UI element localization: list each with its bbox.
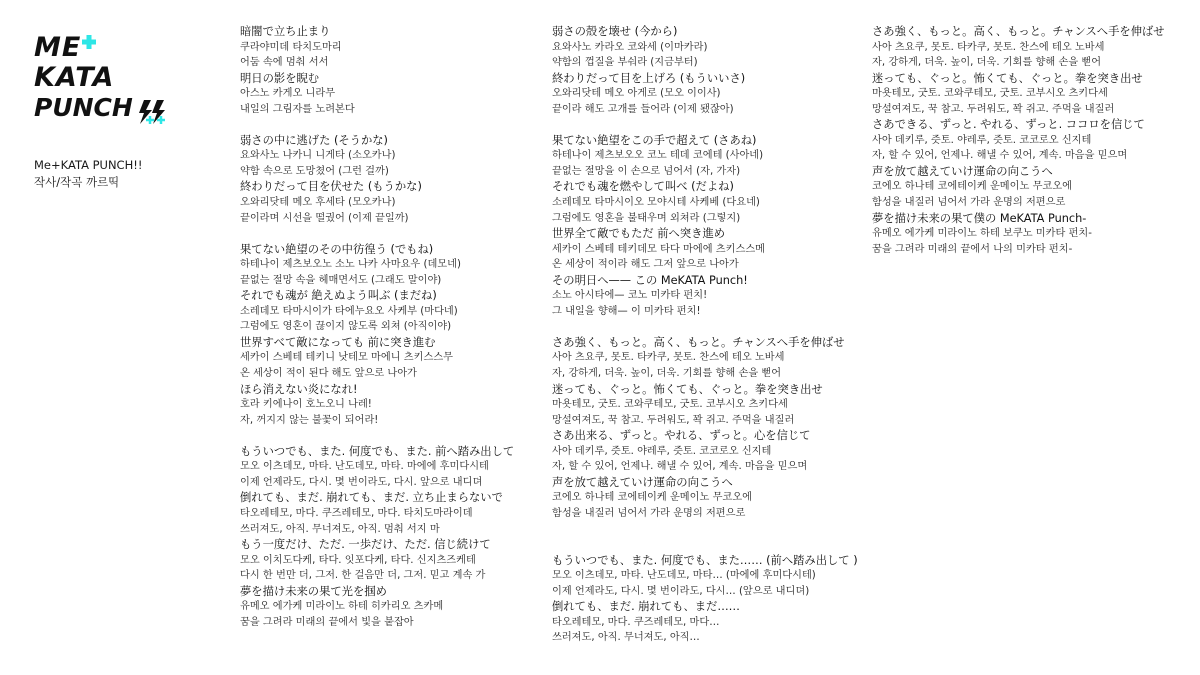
lyric-line-korean: 자, 강하게, 더욱. 높이, 더욱. 기회를 향해 손을 뻗어 xyxy=(872,57,1102,69)
lyric-line-korean: 소레데모 타마시이가 타에누요오 사케부 (마다네) xyxy=(240,305,458,317)
lyric-line-korean: 약함 속으로 도망쳤어 (그런 걸까) xyxy=(240,165,389,177)
lyric-line-korean: 끝이라 해도 고개를 들어라 (이제 됐잖아) xyxy=(552,103,734,115)
lyric-line-korean: 요와사노 카라오 코와세 (이마카라) xyxy=(552,41,708,53)
lyric-line-korean: 아스노 카게오 니라무 xyxy=(240,88,336,100)
lyric-line-korean: 소노 아시타에— 코노 미카타 펀치! xyxy=(552,290,708,302)
lyrics-column-3 xyxy=(872,24,1192,257)
lyric-line-korean: 자, 강하게, 더욱. 높이, 더욱. 기회를 향해 손을 뻗어 xyxy=(552,368,782,380)
lyric-line-japanese: 夢を描け未来の果て光を掴め xyxy=(240,584,387,598)
lyric-line-japanese: 倒れても、まだ. 崩れても、まだ…… xyxy=(552,600,740,614)
lyric-line-korean: 하테나이 제츠보오오 코노 테데 코에테 (사아네) xyxy=(552,150,764,162)
lyric-line-japanese: 弱さの中に逃げた (そうかな) xyxy=(240,133,388,147)
lyric-line-korean: 어둠 속에 멈춰 서서 xyxy=(240,57,329,69)
lyric-line-korean: 꿈을 그려라 미래의 끝에서 빛을 붙잡아 xyxy=(240,616,414,628)
lyric-line-japanese: 果てない絶望をこの手で超えて (さあね) xyxy=(552,133,757,147)
logo-row-2: KATA xyxy=(34,62,115,93)
lyric-line-japanese: もう一度だけ、ただ. 一歩だけ、ただ. 信じ続けて xyxy=(240,538,491,552)
lyric-line-japanese: さあ強く、もっと。高く、もっと。チャンスへ手を伸ばせ xyxy=(872,25,1165,38)
lyric-line-korean: 끝없는 절망을 이 손으로 넘어서 (자, 가자) xyxy=(552,165,741,177)
plus-icon xyxy=(82,35,96,49)
lyric-line-korean: 쓰러져도, 아직. 무너져도, 아직. 멈춰 서지 마 xyxy=(240,523,440,535)
lyric-line-japanese: それでも魂を燃やして叫べ (だよね) xyxy=(552,180,734,194)
lyric-line-japanese: 迷っても、ぐっと。怖くても、ぐっと。拳を突き出せ xyxy=(552,382,823,396)
lyric-line-korean: 모오 이츠데모, 마타. 난도데모, 마타. 마에에 후미다시테 xyxy=(240,461,489,473)
lyric-line-korean: 내일의 그림자를 노려본다 xyxy=(240,103,355,115)
lyric-line-korean: 타오레테모, 마다. 쿠즈레테모, 마다. 타치도마라이데 xyxy=(240,507,473,519)
lyric-line-korean: 망설여져도, 꾹 참고. 두려워도, 꽉 쥐고. 주먹을 내질러 xyxy=(872,103,1115,115)
lyric-line-korean: 끝없는 절망 속을 헤매면서도 (그래도 말이야) xyxy=(240,274,442,286)
stanza-gap xyxy=(240,117,530,133)
lyric-line-korean: 쓰러져도, 아직. 무너져도, 아직… xyxy=(552,632,700,644)
lyric-line-japanese: さあ出来る、ずっと。やれる、ずっと。心を信じて xyxy=(552,429,811,443)
lyric-line-japanese: それでも魂が 絶えぬよう叫ぶ (まだね) xyxy=(240,289,437,303)
lyric-line-japanese: 声を放て越えていけ運命の向こうへ xyxy=(872,164,1053,178)
lyrics-column-1 xyxy=(240,24,530,630)
lyric-line-japanese: 終わりだって目を上げろ (もういいさ) xyxy=(552,71,746,85)
stanza-gap xyxy=(240,226,530,242)
lyric-line-japanese: 世界全て敵でもただ 前へ突き進め xyxy=(552,227,726,241)
logo-row-1: ME xyxy=(34,32,82,63)
lyric-line-korean: 약함의 껍질을 부숴라 (지금부터) xyxy=(552,57,698,69)
lyric-line-korean: 오와리닷테 메오 아게로 (모오 이이사) xyxy=(552,88,721,100)
song-title: Me+KATA PUNCH!! xyxy=(34,158,143,172)
lyric-line-korean: 사아 츠요쿠, 못토. 타카쿠, 못토. 찬스에 테오 노바세 xyxy=(552,352,785,364)
lyric-line-korean: 사아 츠요쿠, 못토. 타카쿠, 못토. 찬스에 테오 노바세 xyxy=(872,41,1105,53)
lyric-line-korean: 모오 이츠데모, 마타. 난도데모, 마타… (마에에 후미다시테) xyxy=(552,570,816,582)
song-meta xyxy=(34,157,142,191)
lyric-line-japanese: 迷っても、ぐっと。怖くても、ぐっと。拳を突き出せ xyxy=(872,71,1143,85)
lyric-line-korean: 그럼에도 영혼이 끊이지 않도록 외쳐 (아직이야) xyxy=(240,321,452,333)
lyric-line-japanese: その明日へ—— この MeKATA Punch! xyxy=(552,273,748,287)
lyric-line-korean: 사아 데키루, 즛토. 야레루, 즛토. 코코로오 신지테 xyxy=(872,134,1092,146)
lyric-line-korean: 하테나이 제츠보오노 소노 나카 사마요우 (데모네) xyxy=(240,259,461,271)
lyric-line-japanese: 弱さの殻を壊せ (今から) xyxy=(552,25,678,38)
lyric-line-japanese: 世界すべて敵になっても 前に突き進む xyxy=(240,335,436,349)
lyric-line-korean: 온 세상이 적이 된다 해도 앞으로 나아가 xyxy=(240,368,417,380)
lyric-line-korean: 온 세상이 적이라 해도 그저 앞으로 나아가 xyxy=(552,259,739,271)
stanza-gap xyxy=(240,428,530,444)
lyric-line-japanese: さあ強く、もっと。高く、もっと。チャンスへ手を伸ばせ xyxy=(552,335,845,349)
lyric-line-korean: 요와사노 나카니 니게타 (소오카나) xyxy=(240,150,396,162)
lyric-line-japanese: 暗闇で立ち止まり xyxy=(240,25,331,38)
lyric-line-korean: 이제 언제라도, 다시. 몇 번이라도, 다시… (앞으로 내디뎌) xyxy=(552,585,810,597)
lyric-line-korean: 끝이라며 시선을 떨궜어 (이제 끝일까) xyxy=(240,212,409,224)
lyric-line-japanese: 夢を描け未来の果て僕の MeKATA Punch- xyxy=(872,211,1087,225)
lyric-line-korean: 모오 이치도다케, 타다. 잇포다케, 타다. 신지츠즈케테 xyxy=(240,554,476,566)
lyric-line-japanese: 終わりだって目を伏せた (もうかな) xyxy=(240,180,422,194)
lyric-line-korean: 자, 꺼지지 않는 불꽃이 되어라! xyxy=(240,414,379,426)
lyric-line-korean: 세카이 스베테 테키니 낫테모 마에니 츠키스스무 xyxy=(240,352,454,364)
lyric-line-korean: 코에오 하나테 코에테이케 운메이노 무코오에 xyxy=(552,492,752,504)
lyric-line-korean: 세카이 스베테 테키데모 타다 마에에 츠키스스메 xyxy=(552,243,766,255)
song-credit: 작사/작곡 까르띡 xyxy=(34,175,120,189)
song-logo xyxy=(34,30,174,126)
lyric-line-japanese: さあできる、ずっと. やれる、ずっと. ココロを信じて xyxy=(872,118,1145,132)
lyric-line-korean: 마욧테모, 굿토. 코와쿠테모, 굿토. 코부시오 츠키다세 xyxy=(872,88,1108,100)
lyric-line-korean: 쿠라야미데 타치도마리 xyxy=(240,41,342,53)
lyric-line-korean: 그럼에도 영혼을 불태우며 외쳐라 (그렇지) xyxy=(552,212,741,224)
lyric-line-korean: 자, 할 수 있어, 언제나. 해낼 수 있어, 계속. 마음을 믿으며 xyxy=(552,461,808,473)
lyrics-column-2 xyxy=(552,24,858,646)
stanza-gap xyxy=(552,537,852,553)
lyric-line-japanese: 果てない絶望のその中彷徨う (でもね) xyxy=(240,242,434,256)
lyric-line-korean: 사아 데키루, 즛토. 야레루, 즛토. 코코로오 신지테 xyxy=(552,445,772,457)
lyric-line-korean: 이제 언제라도, 다시. 몇 번이라도, 다시. 앞으로 내디뎌 xyxy=(240,476,483,488)
logo-row-3: PUNCH xyxy=(34,93,133,122)
lyric-line-korean: 마욧테모, 굿토. 코와쿠테모, 굿토. 코부시오 츠키다세 xyxy=(552,399,788,411)
lyric-line-korean: 함성을 내질러 넘어서 가라 운명의 저편으로 xyxy=(872,197,1066,209)
lyric-line-japanese: ほら消えない炎になれ! xyxy=(240,382,358,396)
lyric-line-korean: 함성을 내질러 넘어서 가라 운명의 저편으로 xyxy=(552,507,746,519)
lyric-line-korean: 꿈을 그려라 미래의 끝에서 나의 미카타 펀치- xyxy=(872,243,1073,255)
lyric-line-japanese: 倒れても、まだ. 崩れても、まだ. 立ち止まらないで xyxy=(240,491,503,505)
lyric-line-korean: 자, 할 수 있어, 언제나. 해낼 수 있어, 계속. 마음을 믿으며 xyxy=(872,150,1128,162)
lyric-line-korean: 유메오 에가케 미라이노 하테 보쿠노 미카타 펀치- xyxy=(872,228,1092,240)
lyric-line-korean: 다시 한 번만 더, 그저. 한 걸음만 더, 그저. 믿고 계속 가 xyxy=(240,570,486,582)
stanza-gap xyxy=(552,522,852,538)
lyric-line-korean: 망설여져도, 꾹 참고. 두려워도, 꽉 쥐고. 주먹을 내질러 xyxy=(552,414,795,426)
lyric-line-japanese: 声を放て越えていけ運命の向こうへ xyxy=(552,475,733,489)
lyric-line-korean: 그 내일을 향해— 이 미카타 펀치! xyxy=(552,305,701,317)
lyric-line-japanese: もういつでも、また. 何度でも、また…… (前へ踏み出して ) xyxy=(552,553,858,567)
lyric-line-japanese: もういつでも、また. 何度でも、また. 前へ踏み出して xyxy=(240,444,515,458)
lyric-line-japanese: 明日の影を睨む xyxy=(240,71,320,85)
stanza-gap xyxy=(552,117,852,133)
lyric-line-korean: 호라 키에나이 호노오니 나레! xyxy=(240,399,372,411)
stanza-gap xyxy=(552,319,852,335)
lyric-line-korean: 오와리닷테 메오 후세타 (모오카나) xyxy=(240,197,396,209)
lyric-line-korean: 소레데모 타마시이오 모야시테 사케베 (다요네) xyxy=(552,197,760,209)
lyric-line-korean: 코에오 하나테 코에테이케 운메이노 무코오에 xyxy=(872,181,1072,193)
lyric-line-korean: 타오레테모, 마다. 쿠즈레테모, 마다… xyxy=(552,616,720,628)
lyric-line-korean: 유메오 에가케 미라이노 하테 히카리오 츠카메 xyxy=(240,601,444,613)
